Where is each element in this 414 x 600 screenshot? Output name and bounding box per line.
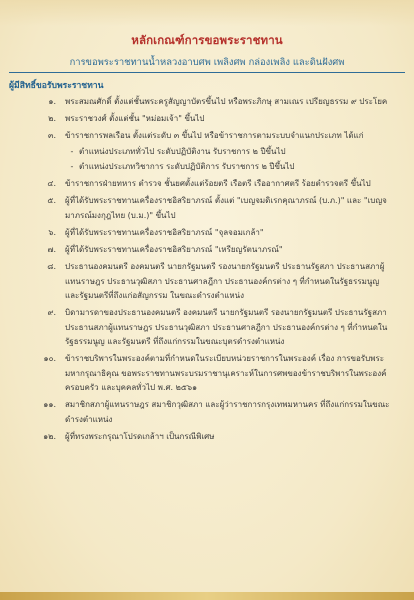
list-item-body <box>65 306 395 350</box>
list-item-number: ๔. <box>47 179 56 189</box>
list-item-text: พระสมณศักดิ์ ตั้งแต่ชั้นพระครูสัญญาบัตรขึ้นไป หรือพระภิกษุ สามเณร เปรียญธรรม ๙ ประโยค <box>65 97 388 106</box>
list-item-body <box>65 260 395 304</box>
list-item-body <box>65 226 395 241</box>
list-item-number: ๘. <box>47 262 56 272</box>
list-item-body <box>65 352 395 396</box>
list-item-text: ข้าราชการพลเรือน ตั้งแต่ระดับ ๓ ขึ้นไป หรือข้าราชการตามระบบจำแนกประเภท ได้แก่ <box>65 131 364 141</box>
list-item <box>0 112 414 127</box>
bullet-dash: - <box>70 146 74 156</box>
list-item-body <box>65 243 395 258</box>
section-heading: ผู้มีสิทธิ์ขอรับพระราชทาน <box>9 81 104 91</box>
list-item-body <box>65 177 395 192</box>
list-item <box>0 177 414 192</box>
list-item-body <box>65 129 395 175</box>
list-item <box>0 260 414 304</box>
list-item-body <box>65 430 395 445</box>
list-item-number: ๓. <box>47 131 56 141</box>
page-title: หลักเกณฑ์การขอพระราชทาน <box>131 33 283 47</box>
list-item-number: ๑. <box>48 97 56 106</box>
list-item <box>0 306 414 350</box>
list-item <box>0 226 414 241</box>
bullet-dash: - <box>70 162 74 172</box>
list-item-body <box>65 398 395 427</box>
list-item <box>0 430 414 445</box>
list-item-text: ข้าราชการฝ่ายทหาร ตำรวจ ชั้นยศตั้งแต่ร้อยตรี เรือตรี เรืออากาศตรี ร้อยตำรวจตรี ขึ้นไป <box>65 179 371 189</box>
list-item-number: ๑๐. <box>43 354 56 364</box>
list-item-text: ผู้ที่ได้รับพระราชทานเครื่องราชอิสริยาภรณ์ "จุลจอมเกล้า" <box>65 227 264 237</box>
list-item-text: ผู้ที่ทรงพระกรุณาโปรดเกล้าฯ เป็นกรณีพิเศษ <box>65 432 215 442</box>
list-item <box>0 398 414 427</box>
list-item-text: พระราชวงศ์ ตั้งแต่ชั้น "หม่อมเจ้า" ขึ้นไป <box>65 114 205 124</box>
list-item-text: ผู้ที่ได้รับพระราชทานเครื่องราชอิสริยาภรณ์ "เหรียญรัตนาภรณ์" <box>65 245 283 255</box>
list-item-text: ข้าราชบริพารในพระองค์ตามที่กำหนดในระเบียบหน่วยราชการในพระองค์ เรื่อง การขอรับพระมหากรุณาธิคุณ ขอพระราชทานพระบรมราชานุเคราะห์ในการศพของข้าราชบริพารในพระองค์ ครอบครัว และบุคคลทั่วไป พ.ศ. ๒๕๖๑ <box>65 354 387 393</box>
list-subitem-text: ตำแหน่งประเภททั่วไป ระดับปฏิบัติงาน รับราชการ ๒ ปีขึ้นไป <box>79 146 286 156</box>
list-item-text: บิดามารดาของประธานองคมนตรี องคมนตรี นายกรัฐมนตรี รองนายกรัฐมนตรี ประธานรัฐสภา ประธานสภาผู้แทนราษฎร ประธานวุฒิสภา ประธานศาลฎีกา ประธานองค์กรต่าง ๆ ที่กำหนดในรัฐธรรมนูญ และรัฐมนตรี ที่ถึงแก่กรรมในขณะบุตรดำรงตำแหน่ง <box>65 308 388 347</box>
list-item-number: ๙. <box>47 308 56 318</box>
page-subtitle: การขอพระราชทานน้ำหลวงอาบศพ เพลิงศพ กล่องเพลิง และดินฝังศพ <box>69 57 345 68</box>
list-item-number: ๖. <box>48 227 56 237</box>
list-item-number: ๑๒. <box>43 432 56 442</box>
eligibility-list <box>0 95 414 447</box>
list-item-number: ๒. <box>48 114 56 124</box>
list-subitem <box>65 145 395 160</box>
list-item-number: ๕. <box>47 196 56 206</box>
list-item <box>0 352 414 396</box>
decorative-top-band <box>0 0 414 26</box>
list-item-body <box>65 95 395 110</box>
list-item <box>0 194 414 223</box>
list-item-number: ๗. <box>47 245 56 255</box>
list-subitem-text: ตำแหน่งประเภทวิชาการ ระดับปฏิบัติการ รับราชการ ๒ ปีขึ้นไป <box>79 162 295 172</box>
list-item-number: ๑๑. <box>43 400 56 410</box>
list-item <box>0 95 414 110</box>
decorative-bottom-band <box>0 592 414 600</box>
list-item <box>0 129 414 175</box>
list-item-text: ผู้ที่ได้รับพระราชทานเครื่องราชอิสริยาภรณ์ ตั้งแต่ "เบญจมดิเรกคุณาภรณ์ (บ.ภ.)" และ "เบญจมาภรณ์มงกุฎไทย (บ.ม.)" ขึ้นไป <box>65 196 387 220</box>
title-divider <box>9 72 405 73</box>
list-item <box>0 243 414 258</box>
list-item-text: สมาชิกสภาผู้แทนราษฎร สมาชิกวุฒิสภา และผู้ว่าราชการกรุงเทพมหานคร ที่ถึงแก่กรรมในขณะดำรงตำแหน่ง <box>65 400 390 424</box>
list-item-text: ประธานองคมนตรี องคมนตรี นายกรัฐมนตรี รองนายกรัฐมนตรี ประธานรัฐสภา ประธานสภาผู้แทนราษฎร ประธานวุฒิสภา ประธานศาลฎีกา ประธานองค์กรต่าง ๆ ที่กำหนดในรัฐธรรมนูญ และรัฐมนตรีที่ถึงแก่อสัญกรรม ในขณะดำรงตำแหน่ง <box>65 262 385 301</box>
list-item-body <box>65 112 395 127</box>
list-item-body <box>65 194 395 223</box>
list-subitem <box>65 160 395 175</box>
